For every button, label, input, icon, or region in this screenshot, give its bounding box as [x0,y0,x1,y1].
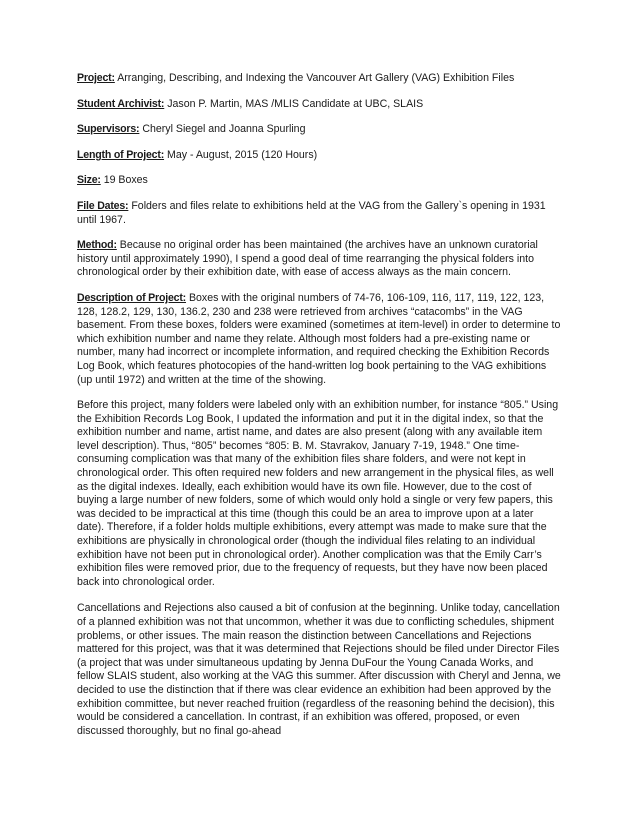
field-label: Supervisors: [77,123,140,136]
field-label: Student Archivist: [77,97,165,110]
field-label: Size: [77,174,101,187]
field-value: May - August, 2015 (120 Hours) [167,148,318,161]
field-label: Description of Project: [77,291,187,304]
field-description-of-project [77,292,563,387]
field-method [77,239,563,280]
field-value: Arranging, Describing, and Indexing the Vancouver Art Gallery (VAG) Exhibition Files [117,72,515,84]
field-value: Cheryl Siegel and Joanna Spurling [142,123,306,136]
field-label: File Dates: [77,199,129,212]
field-label: Method: [77,239,117,252]
field-label: Project: [77,72,115,84]
field-value: Jason P. Martin, MAS /MLIS Candidate at UBC, SLAIS [167,97,424,110]
field-file-dates [77,200,563,227]
field-value: 19 Boxes [103,174,148,187]
field-value: Folders and files relate to exhibitions held at the VAG from the Gallery`s opening in 1931 until 1967. [77,199,546,226]
body-paragraph: Cancellations and Rejections also caused a bit of confusion at the beginning. Unlike today, cancellation of a planned exhibition was not that uncommon, whether it was due to conflicting schedules, shipment problems, or other issues. The main reason the distinction between Cancellations and Rejections mattered for this project, was that it was determined that Rejections should be filed under Director Files (a project that was under simultaneous updating by Jenna DuFour the Young Canada Works, and fellow SLAIS student, also working at the VAG this summer. After discussion with Cheryl and Jenna, we decided to use the distinction that if there was clear evidence an exhibition had been approved by the exhibition committee, but never reached fruition (regardless of the reasoning behind the decision), this would be considered a cancellation. In contrast, if an exhibition was offered, proposed, or even discussed thoroughly, but no final go-ahead [77,602,561,737]
field-size [77,174,563,188]
field-student-archivist [77,98,563,112]
field-value: Boxes with the original numbers of 74-76, 106-109, 116, 117, 119, 122, 123, 128, 128.2, 129, 130, 136.2, 230 and 238 were retrieved from archives “catacombs” in the VAG basement. From these boxes, folders were examined (sometimes at item-level) in order to determine to which exhibition number and name they relate. Although most folders had a pre-existing name or number, many had incorrect or incomplete information, and required checking the Exhibition Records Log Book, which features photocopies of the hand-written log book pertaining to the VAG exhibitions (up until 1972) and written at the time of the showing. [77,291,561,386]
field-project [77,72,563,86]
field-length-of-project [77,149,563,163]
body-paragraph: Before this project, many folders were labeled only with an exhibition number, for instance “805.” Using the Exhibition Records Log Book, I updated the information and put it in the digital index, so that the exhibition number and name, artist name, and dates are also present (along with any available item level description). Thus, “805” becomes “805: B. M. Stavrakov, January 7-19, 1948.” One time-consuming complication was that many of the exhibition files share folders, and were not kept in chronological order. This often required new folders and new arrangement in the physical files, as well as the digital indexes. Ideally, each exhibition would have its own file. However, due to the cost of buying a large number of new folders, some of which would only hold a single or very few papers, this was decided to be impractical at this time (though this could be an area to improve upon at a later date). Therefore, if a folder holds multiple exhibitions, every attempt was made to make sure that the exhibitions are physically in chronological order (though the individual files relating to an individual exhibition have not been put in chronological order). Another complication was that the Emily Carr’s exhibition files were removed prior, due to the frequency of requests, but they have now been placed back into chronological order. [77,399,559,588]
document-page [77,72,563,751]
field-value: Because no original order has been maintained (the archives have an unknown curatorial history until approximately 1990), I spend a good deal of time rearranging the physical folders into chronological order by their exhibition date, with ease of access always as the main concern. [77,239,538,279]
field-supervisors [77,123,563,137]
field-label: Length of Project: [77,148,165,161]
